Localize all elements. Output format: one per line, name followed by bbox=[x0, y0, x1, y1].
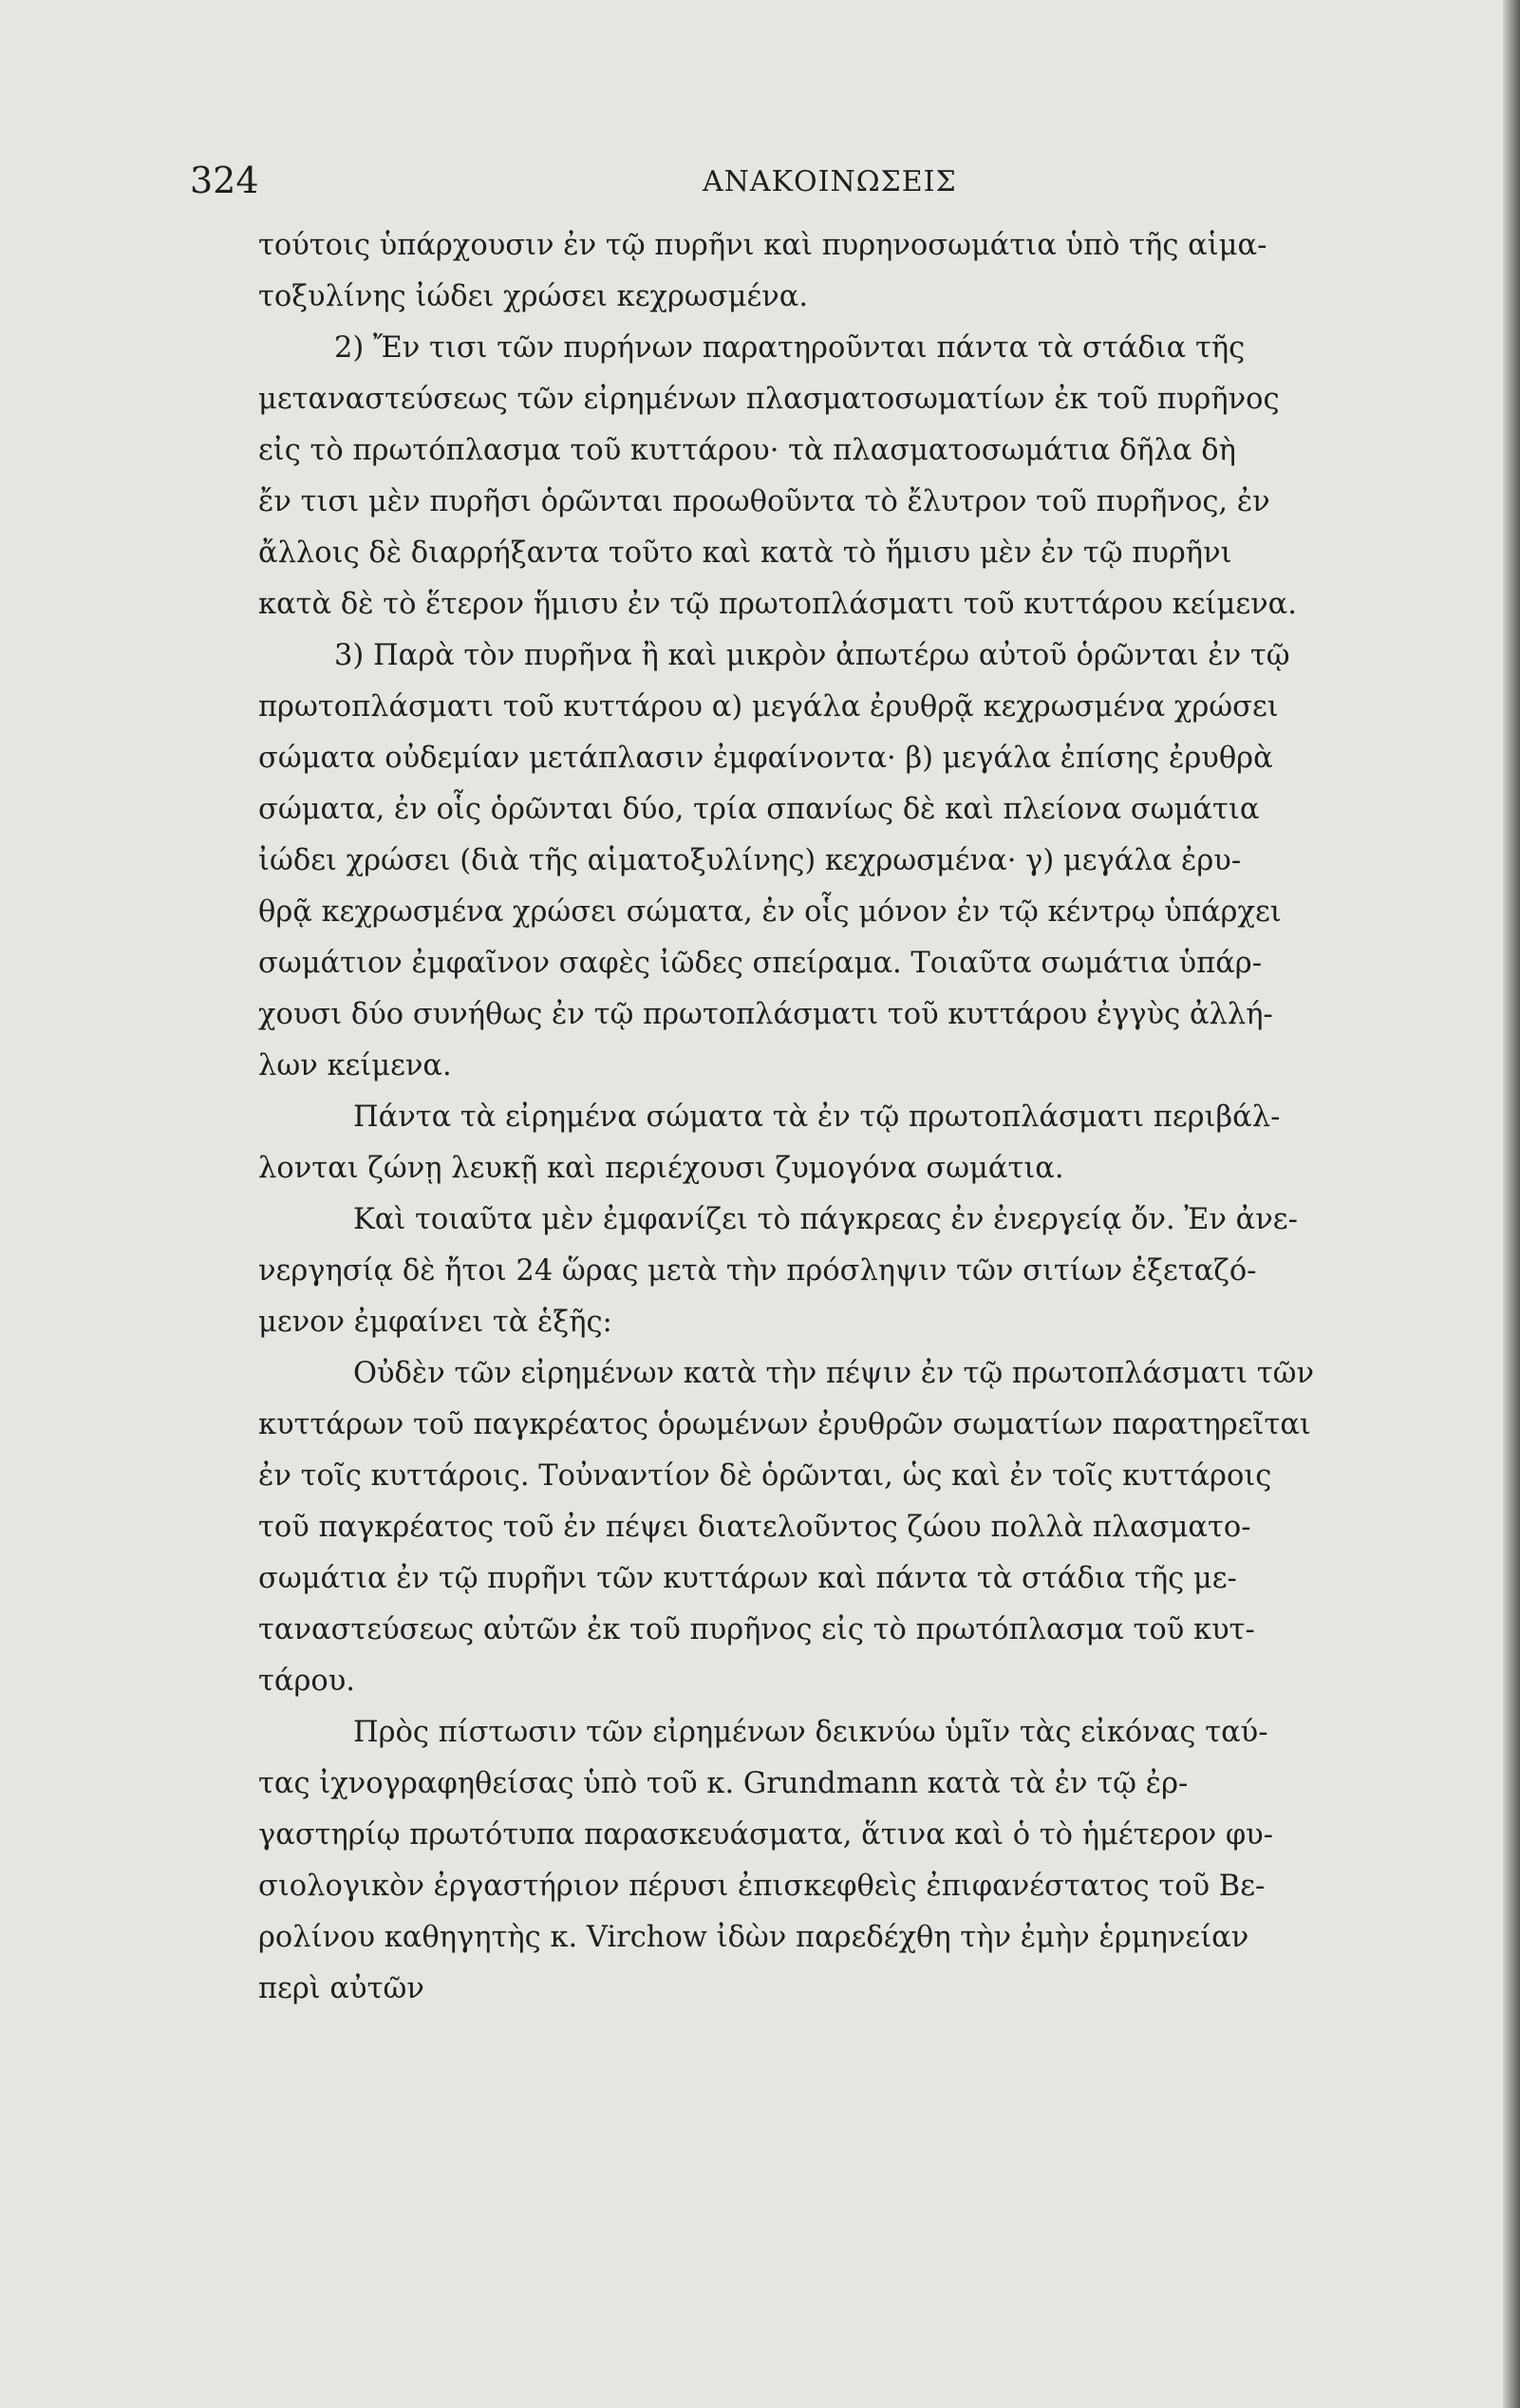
text-line: ρολίνου καθηγητὴς κ. Virchow ἰδὼν παρεδέχθη τὴν ἐμὴν ἑρμηνείαν bbox=[258, 1921, 1249, 1954]
text-line: νεργησίᾳ δὲ ἤτοι 24 ὥρας μετὰ τὴν πρόσληψιν τῶν σιτίων ἐξεταζό- bbox=[258, 1254, 1257, 1288]
text-line: σώματα οὐδεμίαν μετάπλασιν ἐμφαίνοντα· β) μεγάλα ἐπίσης ἐρυθρὰ bbox=[258, 742, 1273, 775]
text-line: Πάντα τὰ εἰρημένα σώματα τὰ ἐν τῷ πρωτοπλάσματι περιβάλ- bbox=[353, 1101, 1281, 1134]
body-text bbox=[258, 220, 1436, 2015]
text-line: γαστηρίῳ πρωτότυπα παρασκευάσματα, ἅτινα καὶ ὁ τὸ ἡμέτερον φυ- bbox=[258, 1818, 1274, 1852]
text-line: ἰώδει χρώσει (διὰ τῆς αἱματοξυλίνης) κεχρωσμένα· γ) μεγάλα ἐρυ- bbox=[258, 844, 1242, 877]
text-line: περὶ αὐτῶν bbox=[258, 1972, 424, 2005]
text-line: σιολογικὸν ἐργαστήριον πέρυσι ἐπισκεφθεὶς ἐπιφανέστατος τοῦ Βε- bbox=[258, 1870, 1266, 1903]
text-line: ἔν τισι μὲν πυρῆσι ὁρῶνται προωθοῦντα τὸ ἔλυτρον τοῦ πυρῆνος, ἐν bbox=[258, 485, 1270, 518]
text-line: τοξυλίνης ἰώδει χρώσει κεχρωσμένα. bbox=[258, 280, 809, 313]
text-line: ἄλλοις δὲ διαρρήξαντα τοῦτο καὶ κατὰ τὸ ἥμισυ μὲν ἐν τῷ πυρῆνι bbox=[258, 536, 1232, 570]
text-line: εἰς τὸ πρωτόπλασμα τοῦ κυττάρου· τὰ πλασματοσωμάτια δῆλα δὴ bbox=[258, 434, 1236, 467]
running-head: ΑΝΑΚΟΙΝΩΣΕΙΣ bbox=[703, 165, 957, 198]
text-line: σώματα, ἐν οἷς ὁρῶνται δύο, τρία σπανίως δὲ καὶ πλείονα σωμάτια bbox=[258, 793, 1260, 826]
text-line: σωμάτια ἐν τῷ πυρῆνι τῶν κυττάρων καὶ πάντα τὰ στάδια τῆς με- bbox=[258, 1562, 1237, 1595]
page-number: 324 bbox=[190, 160, 259, 201]
text-line: Καὶ τοιαῦτα μὲν ἐμφανίζει τὸ πάγκρεας ἐν ἐνεργείᾳ ὄν. Ἐν ἀνε- bbox=[353, 1203, 1298, 1236]
text-line: λονται ζώνῃ λευκῇ καὶ περιέχουσι ζυμογόνα σωμάτια. bbox=[258, 1152, 1064, 1185]
text-line: ἐν τοῖς κυττάροις. Τοὐναντίον δὲ ὁρῶνται, ὡς καὶ ἐν τοῖς κυττάροις bbox=[258, 1459, 1272, 1493]
text-line: τοῦ παγκρέατος τοῦ ἐν πέψει διατελοῦντος ζώου πολλὰ πλασματο- bbox=[258, 1511, 1251, 1544]
page-spine-shadow bbox=[1503, 0, 1520, 2408]
text-line: μεταναστεύσεως τῶν εἰρημένων πλασματοσωματίων ἐκ τοῦ πυρῆνος bbox=[258, 383, 1280, 416]
text-line: λων κείμενα. bbox=[258, 1049, 452, 1082]
text-line: ταναστεύσεως αὐτῶν ἐκ τοῦ πυρῆνος εἰς τὸ πρωτόπλασμα τοῦ κυτ- bbox=[258, 1613, 1255, 1646]
text-line: κατὰ δὲ τὸ ἕτερον ἥμισυ ἐν τῷ πρωτοπλάσματι τοῦ κυττάρου κείμενα. bbox=[258, 588, 1297, 621]
text-line: πρωτοπλάσματι τοῦ κυττάρου α) μεγάλα ἐρυθρᾷ κεχρωσμένα χρώσει bbox=[258, 690, 1279, 724]
text-line: θρᾷ κεχρωσμένα χρώσει σώματα, ἐν οἷς μόνον ἐν τῷ κέντρῳ ὑπάρχει bbox=[258, 895, 1282, 929]
text-line: Οὐδὲν τῶν εἰρημένων κατὰ τὴν πέψιν ἐν τῷ πρωτοπλάσματι τῶν bbox=[353, 1357, 1315, 1390]
text-line: μενον ἐμφαίνει τὰ ἑξῆς: bbox=[258, 1306, 612, 1339]
text-line: τας ἰχνογραφηθείσας ὑπὸ τοῦ κ. Grundmann κατὰ τὰ ἐν τῷ ἐρ- bbox=[258, 1767, 1189, 1800]
text-line: 3) Παρὰ τὸν πυρῆνα ἢ καὶ μικρὸν ἀπωτέρω αὐτοῦ ὁρῶνται ἐν τῷ bbox=[334, 639, 1290, 672]
text-line: κυττάρων τοῦ παγκρέατος ὁρωμένων ἐρυθρῶν σωματίων παρατηρεῖται bbox=[258, 1408, 1311, 1441]
text-line: 2) Ἔν τισι τῶν πυρήνων παρατηροῦνται πάντα τὰ στάδια τῆς bbox=[334, 331, 1246, 365]
text-line: χουσι δύο συνήθως ἐν τῷ πρωτοπλάσματι τοῦ κυττάρου ἐγγὺς ἀλλή- bbox=[258, 998, 1273, 1031]
text-line: σωμάτιον ἐμφαῖνον σαφὲς ἰῶδες σπείραμα. Τοιαῦτα σωμάτια ὑπάρ- bbox=[258, 947, 1263, 980]
text-line: τούτοις ὑπάρχουσιν ἐν τῷ πυρῆνι καὶ πυρηνοσωμάτια ὑπὸ τῆς αἱμα- bbox=[258, 229, 1267, 262]
page-header bbox=[190, 160, 1424, 207]
text-line: Πρὸς πίστωσιν τῶν εἰρημένων δεικνύω ὑμῖν τὰς εἰκόνας ταύ- bbox=[353, 1716, 1268, 1749]
text-line: τάρου. bbox=[258, 1665, 355, 1698]
